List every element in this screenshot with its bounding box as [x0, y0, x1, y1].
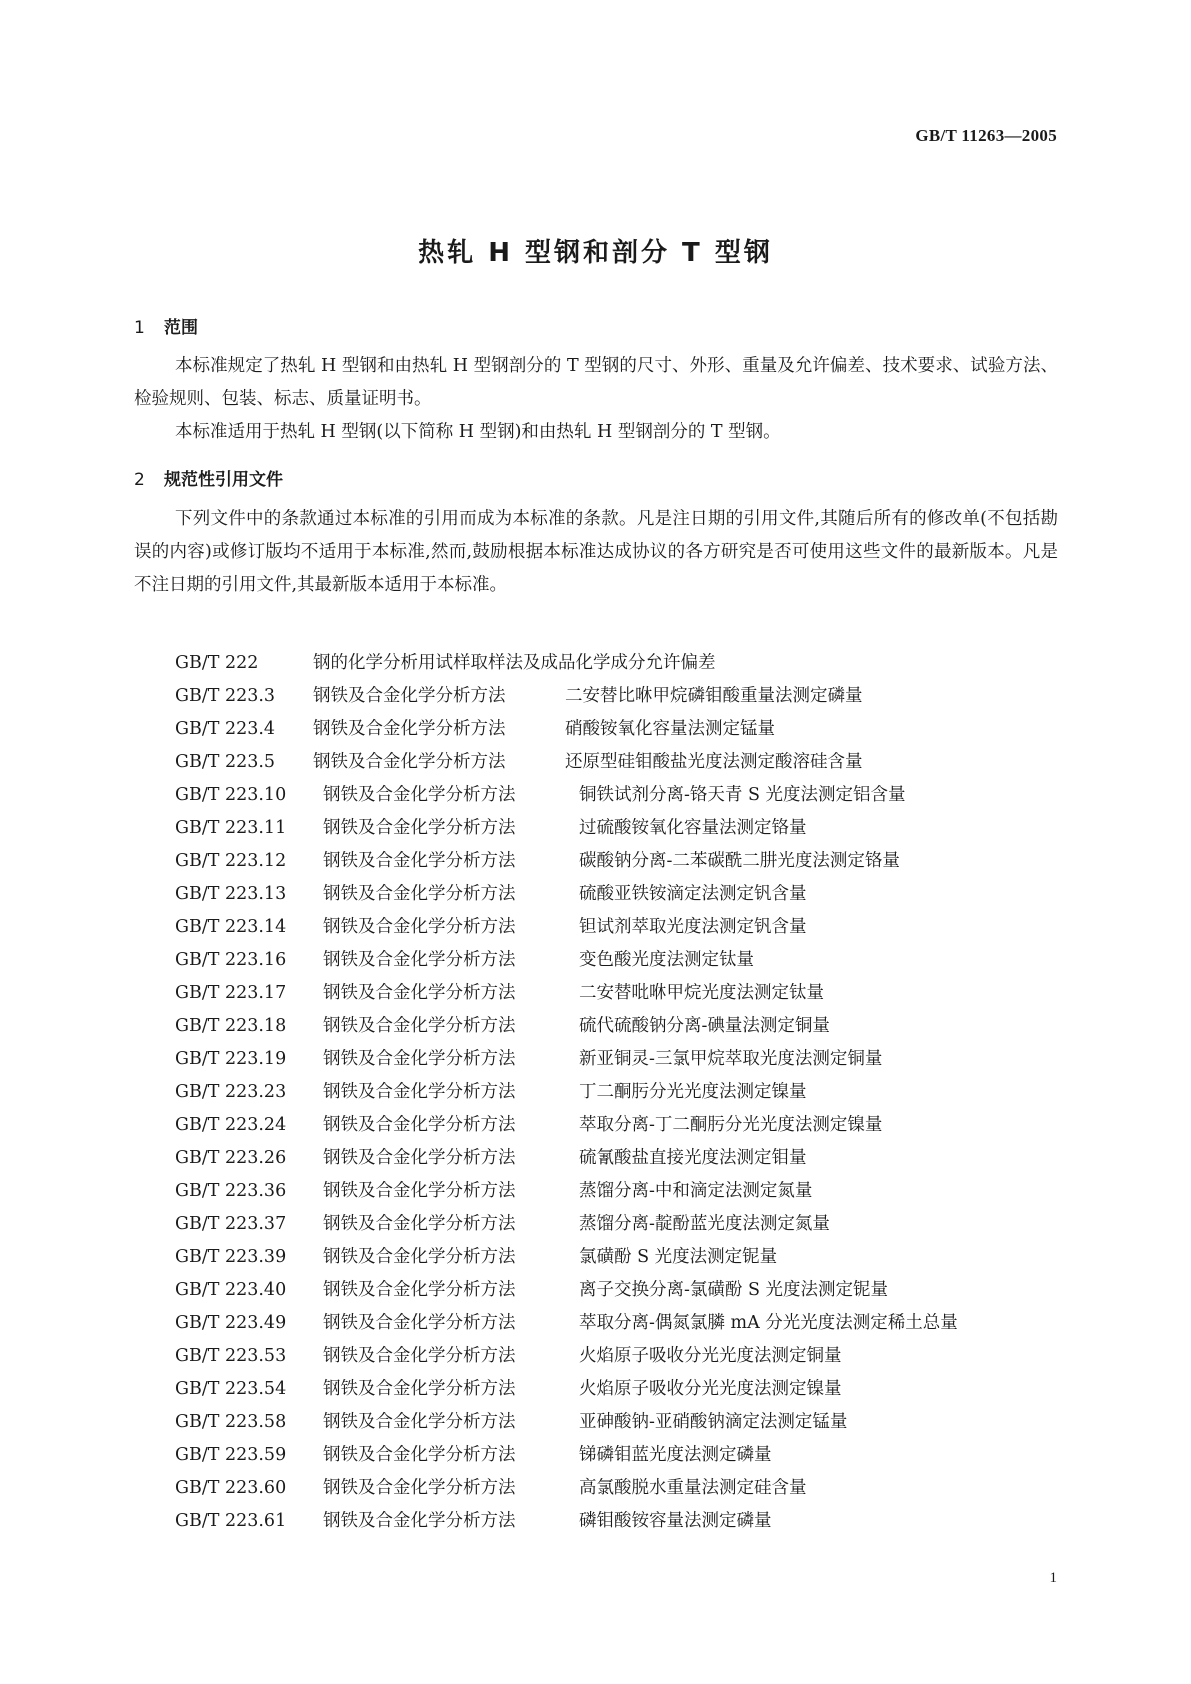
reference-code: GB/T 223.16 — [175, 950, 287, 970]
reference-series: 钢铁及合金化学分析方法 — [323, 1082, 516, 1102]
reference-method: 钢的化学分析用试样取样法及成品化学成分允许偏差 — [313, 653, 716, 673]
reference-series: 钢铁及合金化学分析方法 — [323, 1016, 516, 1036]
reference-series: 钢铁及合金化学分析方法 — [323, 1049, 516, 1069]
reference-series: 钢铁及合金化学分析方法 — [323, 1346, 516, 1366]
reference-code: GB/T 223.14 — [175, 917, 287, 937]
reference-series: 钢铁及合金化学分析方法 — [323, 1247, 516, 1267]
reference-series: 钢铁及合金化学分析方法 — [323, 1148, 516, 1168]
reference-method: 亚砷酸钠-亚硝酸钠滴定法测定锰量 — [579, 1412, 848, 1432]
section-number: 1 — [134, 318, 145, 338]
reference-item — [175, 713, 958, 746]
section-title: 范围 — [164, 318, 198, 338]
reference-series: 钢铁及合金化学分析方法 — [323, 884, 516, 904]
reference-item — [175, 1010, 958, 1043]
reference-series: 钢铁及合金化学分析方法 — [313, 752, 506, 772]
reference-code: GB/T 223.11 — [175, 818, 287, 838]
reference-series: 钢铁及合金化学分析方法 — [323, 1379, 516, 1399]
reference-code: GB/T 223.40 — [175, 1280, 287, 1300]
reference-item — [175, 647, 958, 680]
reference-code: GB/T 223.36 — [175, 1181, 287, 1201]
reference-item — [175, 1208, 958, 1241]
reference-series: 钢铁及合金化学分析方法 — [323, 1280, 516, 1300]
reference-item — [175, 1109, 958, 1142]
reference-item — [175, 878, 958, 911]
reference-code: GB/T 223.59 — [175, 1445, 287, 1465]
reference-item — [175, 845, 958, 878]
reference-item — [175, 1340, 958, 1373]
reference-item — [175, 779, 958, 812]
reference-series: 钢铁及合金化学分析方法 — [323, 1511, 516, 1531]
reference-code: GB/T 223.49 — [175, 1313, 287, 1333]
reference-method: 氯磺酚 S 光度法测定铌量 — [579, 1247, 778, 1267]
reference-method: 二安替比咻甲烷磷钼酸重量法测定磷量 — [565, 686, 863, 706]
reference-code: GB/T 223.24 — [175, 1115, 287, 1135]
reference-item — [175, 812, 958, 845]
reference-method: 丁二酮肟分光光度法测定镍量 — [579, 1082, 807, 1102]
reference-code: GB/T 223.61 — [175, 1511, 287, 1531]
reference-series: 钢铁及合金化学分析方法 — [323, 1313, 516, 1333]
reference-item — [175, 1076, 958, 1109]
reference-series: 钢铁及合金化学分析方法 — [323, 1214, 516, 1234]
reference-item — [175, 911, 958, 944]
reference-code: GB/T 222 — [175, 653, 259, 673]
section-number: 2 — [134, 470, 145, 490]
reference-series: 钢铁及合金化学分析方法 — [323, 917, 516, 937]
reference-method: 火焰原子吸收分光光度法测定镍量 — [579, 1379, 842, 1399]
reference-series: 钢铁及合金化学分析方法 — [323, 818, 516, 838]
reference-item — [175, 1043, 958, 1076]
reference-method: 过硫酸铵氧化容量法测定铬量 — [579, 818, 807, 838]
reference-method: 二安替吡咻甲烷光度法测定钛量 — [579, 983, 824, 1003]
reference-code: GB/T 223.10 — [175, 785, 287, 805]
reference-code: GB/T 223.17 — [175, 983, 287, 1003]
reference-item — [175, 680, 958, 713]
reference-method: 还原型硅钼酸盐光度法测定酸溶硅含量 — [565, 752, 863, 772]
reference-code: GB/T 223.3 — [175, 686, 276, 706]
reference-code: GB/T 223.4 — [175, 719, 276, 739]
reference-series: 钢铁及合金化学分析方法 — [323, 1478, 516, 1498]
reference-item — [175, 1175, 958, 1208]
reference-code: GB/T 223.60 — [175, 1478, 287, 1498]
reference-item — [175, 1439, 958, 1472]
reference-series: 钢铁及合金化学分析方法 — [323, 851, 516, 871]
reference-item — [175, 944, 958, 977]
reference-series: 钢铁及合金化学分析方法 — [323, 950, 516, 970]
section-heading-normative-references — [134, 465, 283, 490]
reference-method: 硝酸铵氧化容量法测定锰量 — [565, 719, 775, 739]
reference-item — [175, 1373, 958, 1406]
reference-series: 钢铁及合金化学分析方法 — [323, 983, 516, 1003]
reference-series: 钢铁及合金化学分析方法 — [323, 785, 516, 805]
reference-method: 高氯酸脱水重量法测定硅含量 — [579, 1478, 807, 1498]
reference-method: 碳酸钠分离-二苯碳酰二肼光度法测定铬量 — [579, 851, 900, 871]
reference-method: 火焰原子吸收分光光度法测定铜量 — [579, 1346, 842, 1366]
reference-series: 钢铁及合金化学分析方法 — [313, 719, 506, 739]
reference-method: 蒸馏分离-中和滴定法测定氮量 — [579, 1181, 813, 1201]
reference-method: 蒸馏分离-靛酚蓝光度法测定氮量 — [579, 1214, 830, 1234]
reference-code: GB/T 223.18 — [175, 1016, 287, 1036]
reference-code: GB/T 223.54 — [175, 1379, 287, 1399]
reference-method: 变色酸光度法测定钛量 — [579, 950, 754, 970]
reference-code: GB/T 223.23 — [175, 1082, 287, 1102]
reference-item — [175, 977, 958, 1010]
reference-series: 钢铁及合金化学分析方法 — [323, 1115, 516, 1135]
scope-paragraph-2: 本标准适用于热轧 H 型钢(以下简称 H 型钢)和由热轧 H 型钢剖分的 T 型钢。 — [175, 422, 781, 442]
reference-item — [175, 1274, 958, 1307]
reference-item — [175, 746, 958, 779]
section-heading-scope — [134, 313, 198, 338]
section-title: 规范性引用文件 — [164, 470, 283, 490]
reference-method: 离子交换分离-氯磺酚 S 光度法测定铌量 — [579, 1280, 889, 1300]
reference-method: 锑磷钼蓝光度法测定磷量 — [579, 1445, 772, 1465]
reference-series: 钢铁及合金化学分析方法 — [323, 1412, 516, 1432]
reference-code: GB/T 223.19 — [175, 1049, 287, 1069]
reference-item — [175, 1241, 958, 1274]
reference-method: 萃取分离-偶氮氯膦 mA 分光光度法测定稀土总量 — [579, 1313, 958, 1333]
reference-code: GB/T 223.53 — [175, 1346, 287, 1366]
reference-series: 钢铁及合金化学分析方法 — [313, 686, 506, 706]
reference-code: GB/T 223.37 — [175, 1214, 287, 1234]
reference-method: 萃取分离-丁二酮肟分光光度法测定镍量 — [579, 1115, 883, 1135]
reference-code: GB/T 223.39 — [175, 1247, 287, 1267]
reference-code: GB/T 223.5 — [175, 752, 276, 772]
reference-item — [175, 1307, 958, 1340]
reference-code: GB/T 223.12 — [175, 851, 287, 871]
reference-method: 新亚铜灵-三氯甲烷萃取光度法测定铜量 — [579, 1049, 883, 1069]
reference-method: 铜铁试剂分离-铬天青 S 光度法测定铝含量 — [579, 785, 906, 805]
reference-method: 硫代硫酸钠分离-碘量法测定铜量 — [579, 1016, 830, 1036]
reference-item — [175, 1406, 958, 1439]
reference-item — [175, 1472, 958, 1505]
standard-number: GB/T 11263—2005 — [915, 126, 1057, 145]
reference-method: 磷钼酸铵容量法测定磷量 — [579, 1511, 772, 1531]
page-number: 1 — [1049, 1570, 1057, 1586]
reference-list — [175, 647, 958, 1538]
reference-method: 硫氰酸盐直接光度法测定钼量 — [579, 1148, 807, 1168]
reference-code: GB/T 223.26 — [175, 1148, 287, 1168]
scope-paragraph-1: 本标准规定了热轧 H 型钢和由热轧 H 型钢剖分的 T 型钢的尺寸、外形、重量及允许偏差、技术要求、试验方法、检验规则、包装、标志、质量证明书。 — [134, 356, 1058, 409]
references-intro-paragraph: 下列文件中的条款通过本标准的引用而成为本标准的条款。凡是注日期的引用文件,其随后所有的修改单(不包括勘误的内容)或修订版均不适用于本标准,然而,鼓励根据本标准达成协议的各方研究是否可使用这些文件的最新版本。凡是不注日期的引用文件,其最新版本适用于本标准。 — [134, 509, 1058, 595]
document-title: 热轧 H 型钢和剖分 T 型钢 — [418, 238, 773, 268]
reference-code: GB/T 223.58 — [175, 1412, 287, 1432]
reference-method: 钽试剂萃取光度法测定钒含量 — [579, 917, 807, 937]
reference-series: 钢铁及合金化学分析方法 — [323, 1445, 516, 1465]
reference-series: 钢铁及合金化学分析方法 — [323, 1181, 516, 1201]
reference-item — [175, 1142, 958, 1175]
reference-method: 硫酸亚铁铵滴定法测定钒含量 — [579, 884, 807, 904]
reference-item — [175, 1505, 958, 1538]
reference-code: GB/T 223.13 — [175, 884, 287, 904]
